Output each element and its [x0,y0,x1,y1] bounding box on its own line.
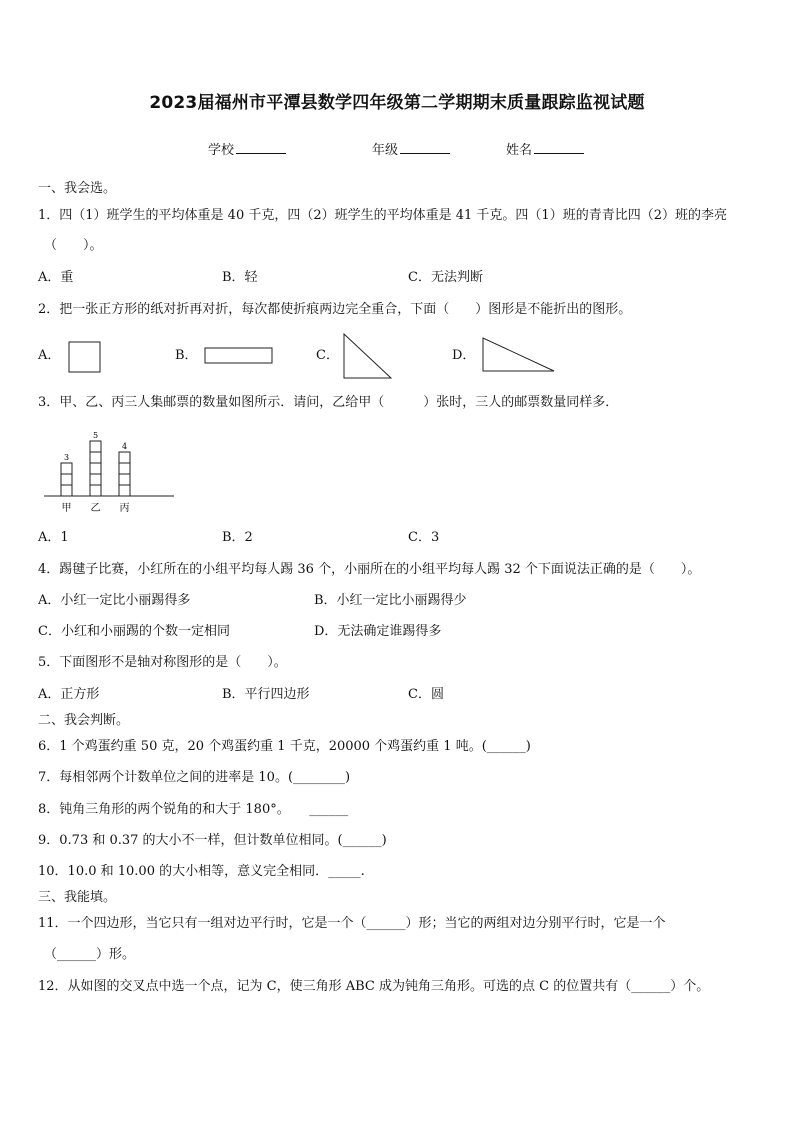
question-4-option-b[interactable]: B．小红一定比小丽踢得少 [314,593,467,608]
question-5-option-c[interactable]: C．圆 [408,687,444,702]
stamp-box-3-1 [119,485,130,496]
stamp-box-3-3 [119,463,130,474]
value-label-2: 5 [92,431,99,440]
stamp-box-2-4 [90,452,101,463]
page-title: 2023届福州市平潭县数学四年级第二学期期末质量跟踪监视试题 [149,93,645,113]
question-7-text: 7．每相邻两个计数单位之间的进率是 10。(________) [38,770,351,785]
name-label: 姓名 [506,143,533,158]
question-4-option-d[interactable]: D．无法确定谁踢得多 [314,624,442,639]
question-2-text: 2．把一张正方形的纸对折再对折，每次都使折痕两边完全重合，下面（ ）图形是不能折出的图形。 [38,302,632,317]
category-label-3: 丙 [119,503,130,514]
question-11-line-2: （______）形。 [44,947,136,962]
section-heading-1: 一、我会选。 [38,181,117,196]
category-label-2: 乙 [90,503,101,514]
question-11-line-1: 11．一个四边形，当它只有一组对边平行时，它是一个（______）形；当它的两组对边分别平行时，它是一个 [38,916,666,931]
section-heading-3: 三、我能填。 [38,890,117,905]
name-blank[interactable] [534,141,584,154]
question-9-text: 9．0.73 和 0.37 的大小不一样，但计数单位相同。(______) [38,833,387,848]
question-1-option-a[interactable]: A．重 [38,270,74,285]
grade-blank[interactable] [400,141,450,154]
question-2-label-b[interactable]: B． [175,348,198,363]
name-field [506,141,584,160]
question-12-text: 12．从如图的交叉点中选一个点，记为 C，使三角形 ABC 成为钝角三角形。可选的点 C 的位置共有（______）个。 [38,979,710,994]
value-label-1: 3 [63,453,70,462]
question-2-label-c[interactable]: C． [316,348,339,363]
right-triangle-shape [482,337,556,373]
question-2-label-d[interactable]: D． [452,348,476,363]
square-shape [68,341,102,373]
question-10-text: 10．10.0 和 10.00 的大小相等，意义完全相同．_____. [38,864,365,879]
question-2-label-a[interactable]: A． [38,348,61,363]
question-5-text: 5．下面图形不是轴对称图形的是（ ）。 [38,655,287,670]
question-4-option-a[interactable]: A．小红一定比小丽踢得多 [38,593,191,608]
stamp-box-3-4 [119,452,130,463]
school-field [208,141,286,160]
stamp-box-1-2 [61,474,72,485]
question-1-option-c[interactable]: C．无法判断 [408,270,483,285]
category-label-1: 甲 [61,503,72,514]
question-5-option-b[interactable]: B．平行四边形 [222,687,310,702]
question-1-line-2: （ ）。 [44,238,103,253]
rectangle-shape [204,347,274,365]
section-heading-2: 二、我会判断。 [38,713,130,728]
stamp-box-3-2 [119,474,130,485]
question-8-text: 8．钝角三角形的两个锐角的和大于 180°。 ______ [38,802,349,817]
school-label: 学校 [208,143,235,158]
question-5-option-a[interactable]: A．正方形 [38,687,100,702]
stamp-box-2-1 [90,485,101,496]
question-4-option-c[interactable]: C．小红和小丽踢的个数一定相同 [38,624,230,639]
stamp-box-2-2 [90,474,101,485]
question-3-option-b[interactable]: B．2 [222,530,253,545]
question-3-option-c[interactable]: C．3 [408,530,440,545]
stamp-box-2-3 [90,463,101,474]
question-3-option-a[interactable]: A．1 [38,530,69,545]
grade-label: 年级 [372,143,399,158]
question-4-text: 4．踢毽子比赛，小红所在的小组平均每人踢 36 个，小丽所在的小组平均每人踢 32 个下面说法正确的是（ ）。 [38,562,701,577]
question-1-line-1: 1．四（1）班学生的平均体重是 40 千克，四（2）班学生的平均体重是 41 千克。四（1）班的青青比四（2）班的李亮 [38,208,727,223]
question-6-text: 6．1 个鸡蛋约重 50 克，20 个鸡蛋约重 1 千克，20000 个鸡蛋约重 1 吨。(______) [38,739,531,754]
question-3-text: 3．甲、乙、丙三人集邮票的数量如图所示．请问，乙给甲（ ）张时，三人的邮票数量同样多． [38,395,619,410]
stamp-box-1-1 [61,485,72,496]
school-blank[interactable] [236,141,286,154]
value-label-3: 4 [121,442,128,451]
stamp-box-1-3 [61,463,72,474]
stamp-box-2-5 [90,441,101,452]
grade-field [372,141,450,160]
isosceles-right-triangle-shape [343,333,393,380]
stamp-stack-chart [44,420,176,518]
question-1-option-b[interactable]: B．轻 [222,270,258,285]
